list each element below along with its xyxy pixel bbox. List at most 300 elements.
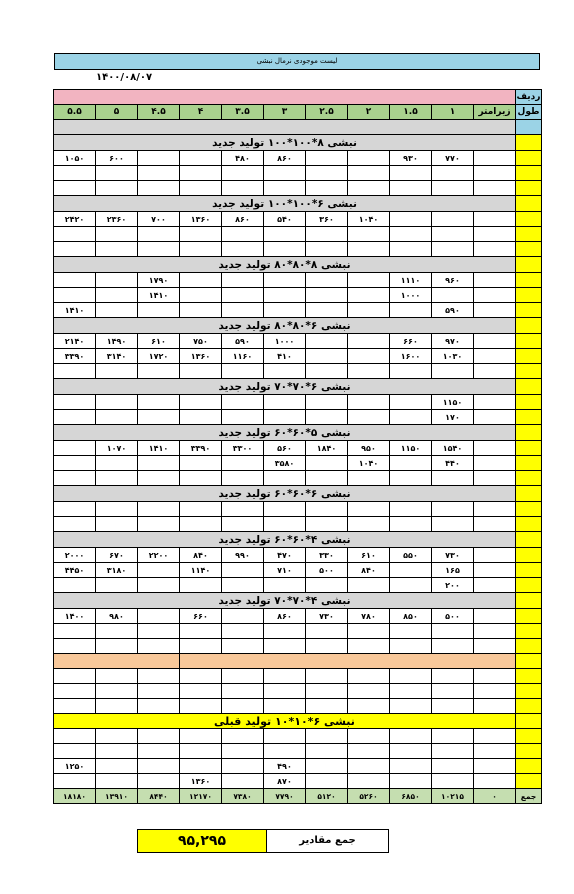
table-cell bbox=[96, 774, 138, 789]
table-cell bbox=[390, 471, 432, 486]
table-cell bbox=[474, 699, 516, 714]
table-cell bbox=[432, 517, 474, 532]
table-cell bbox=[96, 227, 138, 242]
section-title: نبشی ۶*۱۰*۱۰ تولید قبلی bbox=[54, 714, 516, 729]
side-cell bbox=[516, 212, 542, 227]
table-cell bbox=[306, 303, 348, 318]
table-cell bbox=[222, 744, 264, 759]
table-cell: ۶۶۰ bbox=[390, 334, 432, 349]
table-cell bbox=[306, 410, 348, 425]
table-cell bbox=[222, 684, 264, 699]
table-cell bbox=[264, 517, 306, 532]
table-cell: ۹۳۰ bbox=[390, 151, 432, 166]
row-label: ردیف bbox=[516, 90, 542, 105]
side-cell bbox=[516, 669, 542, 684]
table-cell bbox=[306, 456, 348, 471]
table-cell bbox=[180, 578, 222, 593]
table-cell bbox=[474, 639, 516, 654]
table-cell: ۶۱۰ bbox=[348, 548, 390, 563]
section-title: نبشی ۶*۷۰*۷۰ تولید جدید bbox=[54, 379, 516, 395]
divider-row bbox=[54, 654, 542, 669]
table-cell bbox=[348, 744, 390, 759]
table-cell bbox=[348, 181, 390, 196]
table-cell bbox=[432, 181, 474, 196]
table-cell bbox=[348, 684, 390, 699]
table-cell bbox=[138, 242, 180, 257]
table-cell bbox=[306, 774, 348, 789]
side-cell bbox=[516, 349, 542, 364]
side-cell bbox=[516, 303, 542, 318]
table-cell: ۹۹۰ bbox=[222, 548, 264, 563]
table-cell bbox=[264, 395, 306, 410]
table-cell bbox=[264, 669, 306, 684]
table-cell bbox=[180, 288, 222, 303]
table-cell bbox=[474, 349, 516, 364]
table-cell bbox=[306, 669, 348, 684]
table-cell bbox=[306, 349, 348, 364]
table-cell bbox=[390, 759, 432, 774]
side-cell bbox=[516, 593, 542, 609]
table-cell: ۱۰۴۰ bbox=[348, 456, 390, 471]
side-cell bbox=[516, 181, 542, 196]
sum-cell: ۱۸۱۸۰ bbox=[54, 789, 96, 804]
side-cell bbox=[516, 517, 542, 532]
table-cell bbox=[306, 395, 348, 410]
table-cell: ۳۶۰ bbox=[306, 212, 348, 227]
table-cell bbox=[222, 242, 264, 257]
table-row bbox=[54, 774, 542, 789]
table-cell bbox=[54, 471, 96, 486]
table-cell: ۱۰۳۰ bbox=[432, 349, 474, 364]
table-cell bbox=[222, 410, 264, 425]
table-cell bbox=[306, 227, 348, 242]
table-row bbox=[54, 684, 542, 699]
table-cell: ۸۴۰ bbox=[348, 563, 390, 578]
table-cell: ۱۳۶۰ bbox=[180, 349, 222, 364]
table-cell bbox=[96, 502, 138, 517]
table-cell bbox=[222, 502, 264, 517]
table-cell bbox=[306, 624, 348, 639]
section-header-row bbox=[54, 593, 542, 609]
table-cell bbox=[264, 288, 306, 303]
table-cell: ۵۴۰ bbox=[264, 212, 306, 227]
table-cell bbox=[138, 744, 180, 759]
table-cell: ۶۶۰ bbox=[180, 609, 222, 624]
table-cell bbox=[306, 288, 348, 303]
column-header: ۱.۵ bbox=[390, 105, 432, 120]
table-cell: ۵۹۰ bbox=[432, 303, 474, 318]
table-row bbox=[54, 151, 542, 166]
table-cell: ۷۳۰ bbox=[306, 609, 348, 624]
table-cell bbox=[138, 563, 180, 578]
total-label: جمع مقادیر bbox=[267, 830, 388, 852]
table-cell bbox=[474, 774, 516, 789]
table-cell bbox=[54, 456, 96, 471]
table-cell bbox=[474, 578, 516, 593]
column-header: زیرامتر bbox=[474, 105, 516, 120]
table-cell bbox=[390, 242, 432, 257]
table-cell bbox=[348, 502, 390, 517]
table-cell bbox=[306, 151, 348, 166]
table-cell bbox=[306, 744, 348, 759]
table-cell bbox=[306, 578, 348, 593]
table-cell bbox=[54, 517, 96, 532]
column-header: ۳.۵ bbox=[222, 105, 264, 120]
table-cell bbox=[180, 759, 222, 774]
column-header: ۴.۵ bbox=[138, 105, 180, 120]
inventory-table bbox=[53, 89, 542, 804]
table-row bbox=[54, 181, 542, 196]
table-cell bbox=[306, 639, 348, 654]
table-cell bbox=[96, 517, 138, 532]
table-cell bbox=[474, 759, 516, 774]
divider-cell bbox=[180, 654, 516, 669]
table-cell bbox=[474, 441, 516, 456]
side-cell bbox=[516, 532, 542, 548]
table-row bbox=[54, 563, 542, 578]
table-cell: ۲۰۰ bbox=[432, 578, 474, 593]
side-cell bbox=[516, 135, 542, 151]
table-cell bbox=[306, 273, 348, 288]
table-cell bbox=[474, 563, 516, 578]
side-cell bbox=[516, 502, 542, 517]
table-cell: ۵۰۰ bbox=[306, 563, 348, 578]
section-title: نبشی ۵*۶۰*۶۰ تولید جدید bbox=[54, 425, 516, 441]
table-cell bbox=[180, 364, 222, 379]
table-cell bbox=[390, 227, 432, 242]
table-cell bbox=[390, 181, 432, 196]
side-cell bbox=[516, 395, 542, 410]
table-cell: ۶۱۰ bbox=[138, 334, 180, 349]
table-cell bbox=[96, 273, 138, 288]
table-cell bbox=[474, 288, 516, 303]
table-cell bbox=[264, 699, 306, 714]
section-header-row bbox=[54, 714, 542, 729]
table-cell bbox=[390, 166, 432, 181]
table-cell bbox=[432, 669, 474, 684]
table-cell bbox=[264, 578, 306, 593]
table-cell bbox=[474, 456, 516, 471]
table-cell bbox=[390, 699, 432, 714]
table-row bbox=[54, 227, 542, 242]
table-cell bbox=[96, 181, 138, 196]
side-cell bbox=[516, 563, 542, 578]
table-cell: ۶۷۰ bbox=[96, 548, 138, 563]
table-cell bbox=[138, 151, 180, 166]
table-cell: ۱۰۵۰ bbox=[54, 151, 96, 166]
table-cell bbox=[96, 729, 138, 744]
table-cell bbox=[432, 288, 474, 303]
table-cell bbox=[222, 273, 264, 288]
side-cell bbox=[516, 699, 542, 714]
table-cell bbox=[54, 242, 96, 257]
table-cell bbox=[96, 456, 138, 471]
table-cell bbox=[180, 729, 222, 744]
table-cell bbox=[474, 334, 516, 349]
table-cell: ۲۴۲۰ bbox=[54, 212, 96, 227]
column-header: ۳ bbox=[264, 105, 306, 120]
table-cell: ۳۵۸۰ bbox=[264, 456, 306, 471]
table-cell bbox=[222, 288, 264, 303]
table-cell bbox=[180, 684, 222, 699]
table-cell bbox=[138, 227, 180, 242]
table-cell bbox=[474, 364, 516, 379]
side-cell bbox=[516, 684, 542, 699]
table-cell bbox=[348, 349, 390, 364]
table-cell bbox=[180, 624, 222, 639]
table-cell bbox=[432, 166, 474, 181]
side-cell bbox=[516, 318, 542, 334]
table-cell bbox=[390, 456, 432, 471]
table-cell: ۹۶۰ bbox=[432, 273, 474, 288]
sum-row bbox=[54, 789, 542, 804]
table-cell bbox=[348, 669, 390, 684]
table-cell bbox=[306, 471, 348, 486]
table-cell bbox=[348, 578, 390, 593]
table-cell bbox=[474, 669, 516, 684]
column-header: ۱ bbox=[432, 105, 474, 120]
table-cell bbox=[54, 684, 96, 699]
table-cell: ۱۴۱۰ bbox=[138, 288, 180, 303]
table-cell bbox=[432, 502, 474, 517]
table-cell bbox=[348, 517, 390, 532]
table-cell bbox=[138, 729, 180, 744]
table-cell bbox=[180, 744, 222, 759]
sum-label: جمع bbox=[516, 789, 542, 804]
table-cell bbox=[306, 759, 348, 774]
table-cell: ۱۳۶۰ bbox=[180, 212, 222, 227]
table-cell bbox=[348, 410, 390, 425]
table-row bbox=[54, 759, 542, 774]
table-cell: ۳۳۰ bbox=[306, 548, 348, 563]
table-cell: ۷۸۰ bbox=[348, 609, 390, 624]
table-cell bbox=[138, 364, 180, 379]
table-cell bbox=[390, 212, 432, 227]
sum-cell: ۷۷۹۰ bbox=[264, 789, 306, 804]
table-cell bbox=[138, 471, 180, 486]
side-cell bbox=[516, 714, 542, 729]
table-cell bbox=[222, 563, 264, 578]
table-row bbox=[54, 639, 542, 654]
table-cell: ۵۹۰ bbox=[222, 334, 264, 349]
table-cell: ۱۰۴۰ bbox=[348, 212, 390, 227]
side-cell bbox=[516, 774, 542, 789]
table-cell bbox=[222, 303, 264, 318]
table-row bbox=[54, 349, 542, 364]
side-cell bbox=[516, 744, 542, 759]
table-cell bbox=[54, 774, 96, 789]
table-cell bbox=[222, 456, 264, 471]
table-cell bbox=[54, 395, 96, 410]
table-cell bbox=[180, 303, 222, 318]
table-cell: ۷۷۰ bbox=[432, 151, 474, 166]
table-cell bbox=[474, 181, 516, 196]
table-row bbox=[54, 395, 542, 410]
table-cell: ۷۱۰ bbox=[264, 563, 306, 578]
table-cell bbox=[54, 273, 96, 288]
table-cell bbox=[96, 624, 138, 639]
table-cell bbox=[138, 669, 180, 684]
table-cell bbox=[348, 471, 390, 486]
table-cell bbox=[96, 395, 138, 410]
table-row bbox=[54, 517, 542, 532]
table-cell bbox=[264, 181, 306, 196]
column-header: ۵.۵ bbox=[54, 105, 96, 120]
table-cell bbox=[222, 669, 264, 684]
table-row bbox=[54, 212, 542, 227]
table-cell bbox=[432, 639, 474, 654]
side-cell bbox=[516, 425, 542, 441]
table-cell bbox=[432, 729, 474, 744]
table-cell bbox=[348, 227, 390, 242]
header-row-top bbox=[54, 90, 542, 105]
table-cell bbox=[306, 699, 348, 714]
side-cell bbox=[516, 486, 542, 502]
column-header: ۲.۵ bbox=[306, 105, 348, 120]
table-cell: ۴۱۰ bbox=[264, 349, 306, 364]
table-cell bbox=[390, 578, 432, 593]
table-cell bbox=[96, 471, 138, 486]
table-cell bbox=[96, 364, 138, 379]
sum-cell: ۵۱۲۰ bbox=[306, 789, 348, 804]
table-cell: ۲۱۴۰ bbox=[54, 334, 96, 349]
table-cell bbox=[222, 639, 264, 654]
table-cell bbox=[474, 729, 516, 744]
table-cell: ۱۵۴۰ bbox=[432, 441, 474, 456]
table-cell bbox=[348, 639, 390, 654]
table-cell: ۱۲۵۰ bbox=[54, 759, 96, 774]
spacer-cell bbox=[54, 120, 516, 135]
table-cell bbox=[348, 303, 390, 318]
table-cell bbox=[432, 684, 474, 699]
table-cell bbox=[348, 774, 390, 789]
table-cell bbox=[432, 699, 474, 714]
table-cell: ۸۶۰ bbox=[264, 151, 306, 166]
table-cell bbox=[138, 609, 180, 624]
table-cell bbox=[474, 166, 516, 181]
table-row bbox=[54, 303, 542, 318]
table-cell bbox=[54, 624, 96, 639]
table-cell bbox=[222, 578, 264, 593]
section-header-row bbox=[54, 425, 542, 441]
table-cell bbox=[432, 364, 474, 379]
table-cell bbox=[54, 166, 96, 181]
table-cell bbox=[474, 151, 516, 166]
side-cell bbox=[516, 639, 542, 654]
table-cell bbox=[390, 684, 432, 699]
table-cell bbox=[54, 181, 96, 196]
table-row bbox=[54, 744, 542, 759]
table-cell bbox=[264, 639, 306, 654]
table-row bbox=[54, 624, 542, 639]
table-cell: ۱۷۲۰ bbox=[138, 349, 180, 364]
side-cell bbox=[516, 624, 542, 639]
table-cell: ۵۵۰ bbox=[390, 548, 432, 563]
table-cell bbox=[306, 334, 348, 349]
side-cell bbox=[516, 609, 542, 624]
table-cell: ۴۴۰ bbox=[432, 456, 474, 471]
table-cell bbox=[348, 624, 390, 639]
table-cell bbox=[54, 578, 96, 593]
sum-cell: ۱۳۹۱۰ bbox=[96, 789, 138, 804]
table-cell bbox=[348, 242, 390, 257]
table-cell bbox=[390, 395, 432, 410]
table-row bbox=[54, 410, 542, 425]
sum-cell: ۰ bbox=[474, 789, 516, 804]
table-cell bbox=[180, 273, 222, 288]
table-cell bbox=[474, 548, 516, 563]
section-header-row bbox=[54, 196, 542, 212]
table-cell bbox=[474, 684, 516, 699]
side-cell bbox=[516, 120, 542, 135]
table-row bbox=[54, 669, 542, 684]
table-cell bbox=[432, 774, 474, 789]
side-cell bbox=[516, 166, 542, 181]
table-cell bbox=[474, 395, 516, 410]
total-box bbox=[137, 829, 389, 853]
table-cell: ۱۳۶۰ bbox=[180, 774, 222, 789]
table-cell bbox=[222, 729, 264, 744]
table-row bbox=[54, 609, 542, 624]
table-row bbox=[54, 364, 542, 379]
table-cell bbox=[54, 441, 96, 456]
table-cell bbox=[96, 578, 138, 593]
table-cell bbox=[348, 364, 390, 379]
table-cell: ۲۳۶۰ bbox=[96, 212, 138, 227]
length-label: طول bbox=[516, 105, 542, 120]
column-header: ۲ bbox=[348, 105, 390, 120]
table-cell: ۸۶۰ bbox=[222, 212, 264, 227]
column-header: ۵ bbox=[96, 105, 138, 120]
table-cell bbox=[54, 729, 96, 744]
table-cell: ۷۳۰ bbox=[432, 548, 474, 563]
table-cell bbox=[264, 471, 306, 486]
table-cell: ۸۵۰ bbox=[390, 609, 432, 624]
side-cell bbox=[516, 379, 542, 395]
table-cell bbox=[138, 517, 180, 532]
table-cell bbox=[432, 759, 474, 774]
table-cell bbox=[306, 166, 348, 181]
table-cell: ۷۵۰ bbox=[180, 334, 222, 349]
table-cell bbox=[306, 684, 348, 699]
table-cell bbox=[390, 364, 432, 379]
table-cell bbox=[390, 639, 432, 654]
sum-cell: ۷۳۸۰ bbox=[222, 789, 264, 804]
side-cell bbox=[516, 759, 542, 774]
table-cell: ۷۰۰ bbox=[138, 212, 180, 227]
table-cell bbox=[474, 609, 516, 624]
table-cell bbox=[432, 471, 474, 486]
table-cell bbox=[390, 669, 432, 684]
table-cell bbox=[390, 517, 432, 532]
table-cell: ۳۱۴۰ bbox=[96, 349, 138, 364]
table-cell bbox=[264, 303, 306, 318]
side-cell bbox=[516, 151, 542, 166]
table-cell bbox=[138, 181, 180, 196]
table-cell bbox=[138, 502, 180, 517]
header-row-columns bbox=[54, 105, 542, 120]
table-cell bbox=[222, 774, 264, 789]
date-label: ۱۴۰۰/۰۸/۰۷ bbox=[96, 72, 153, 83]
table-cell bbox=[54, 639, 96, 654]
table-cell bbox=[138, 303, 180, 318]
table-cell bbox=[348, 699, 390, 714]
table-cell bbox=[264, 166, 306, 181]
table-cell bbox=[264, 227, 306, 242]
table-row bbox=[54, 502, 542, 517]
table-cell bbox=[348, 288, 390, 303]
table-row bbox=[54, 699, 542, 714]
